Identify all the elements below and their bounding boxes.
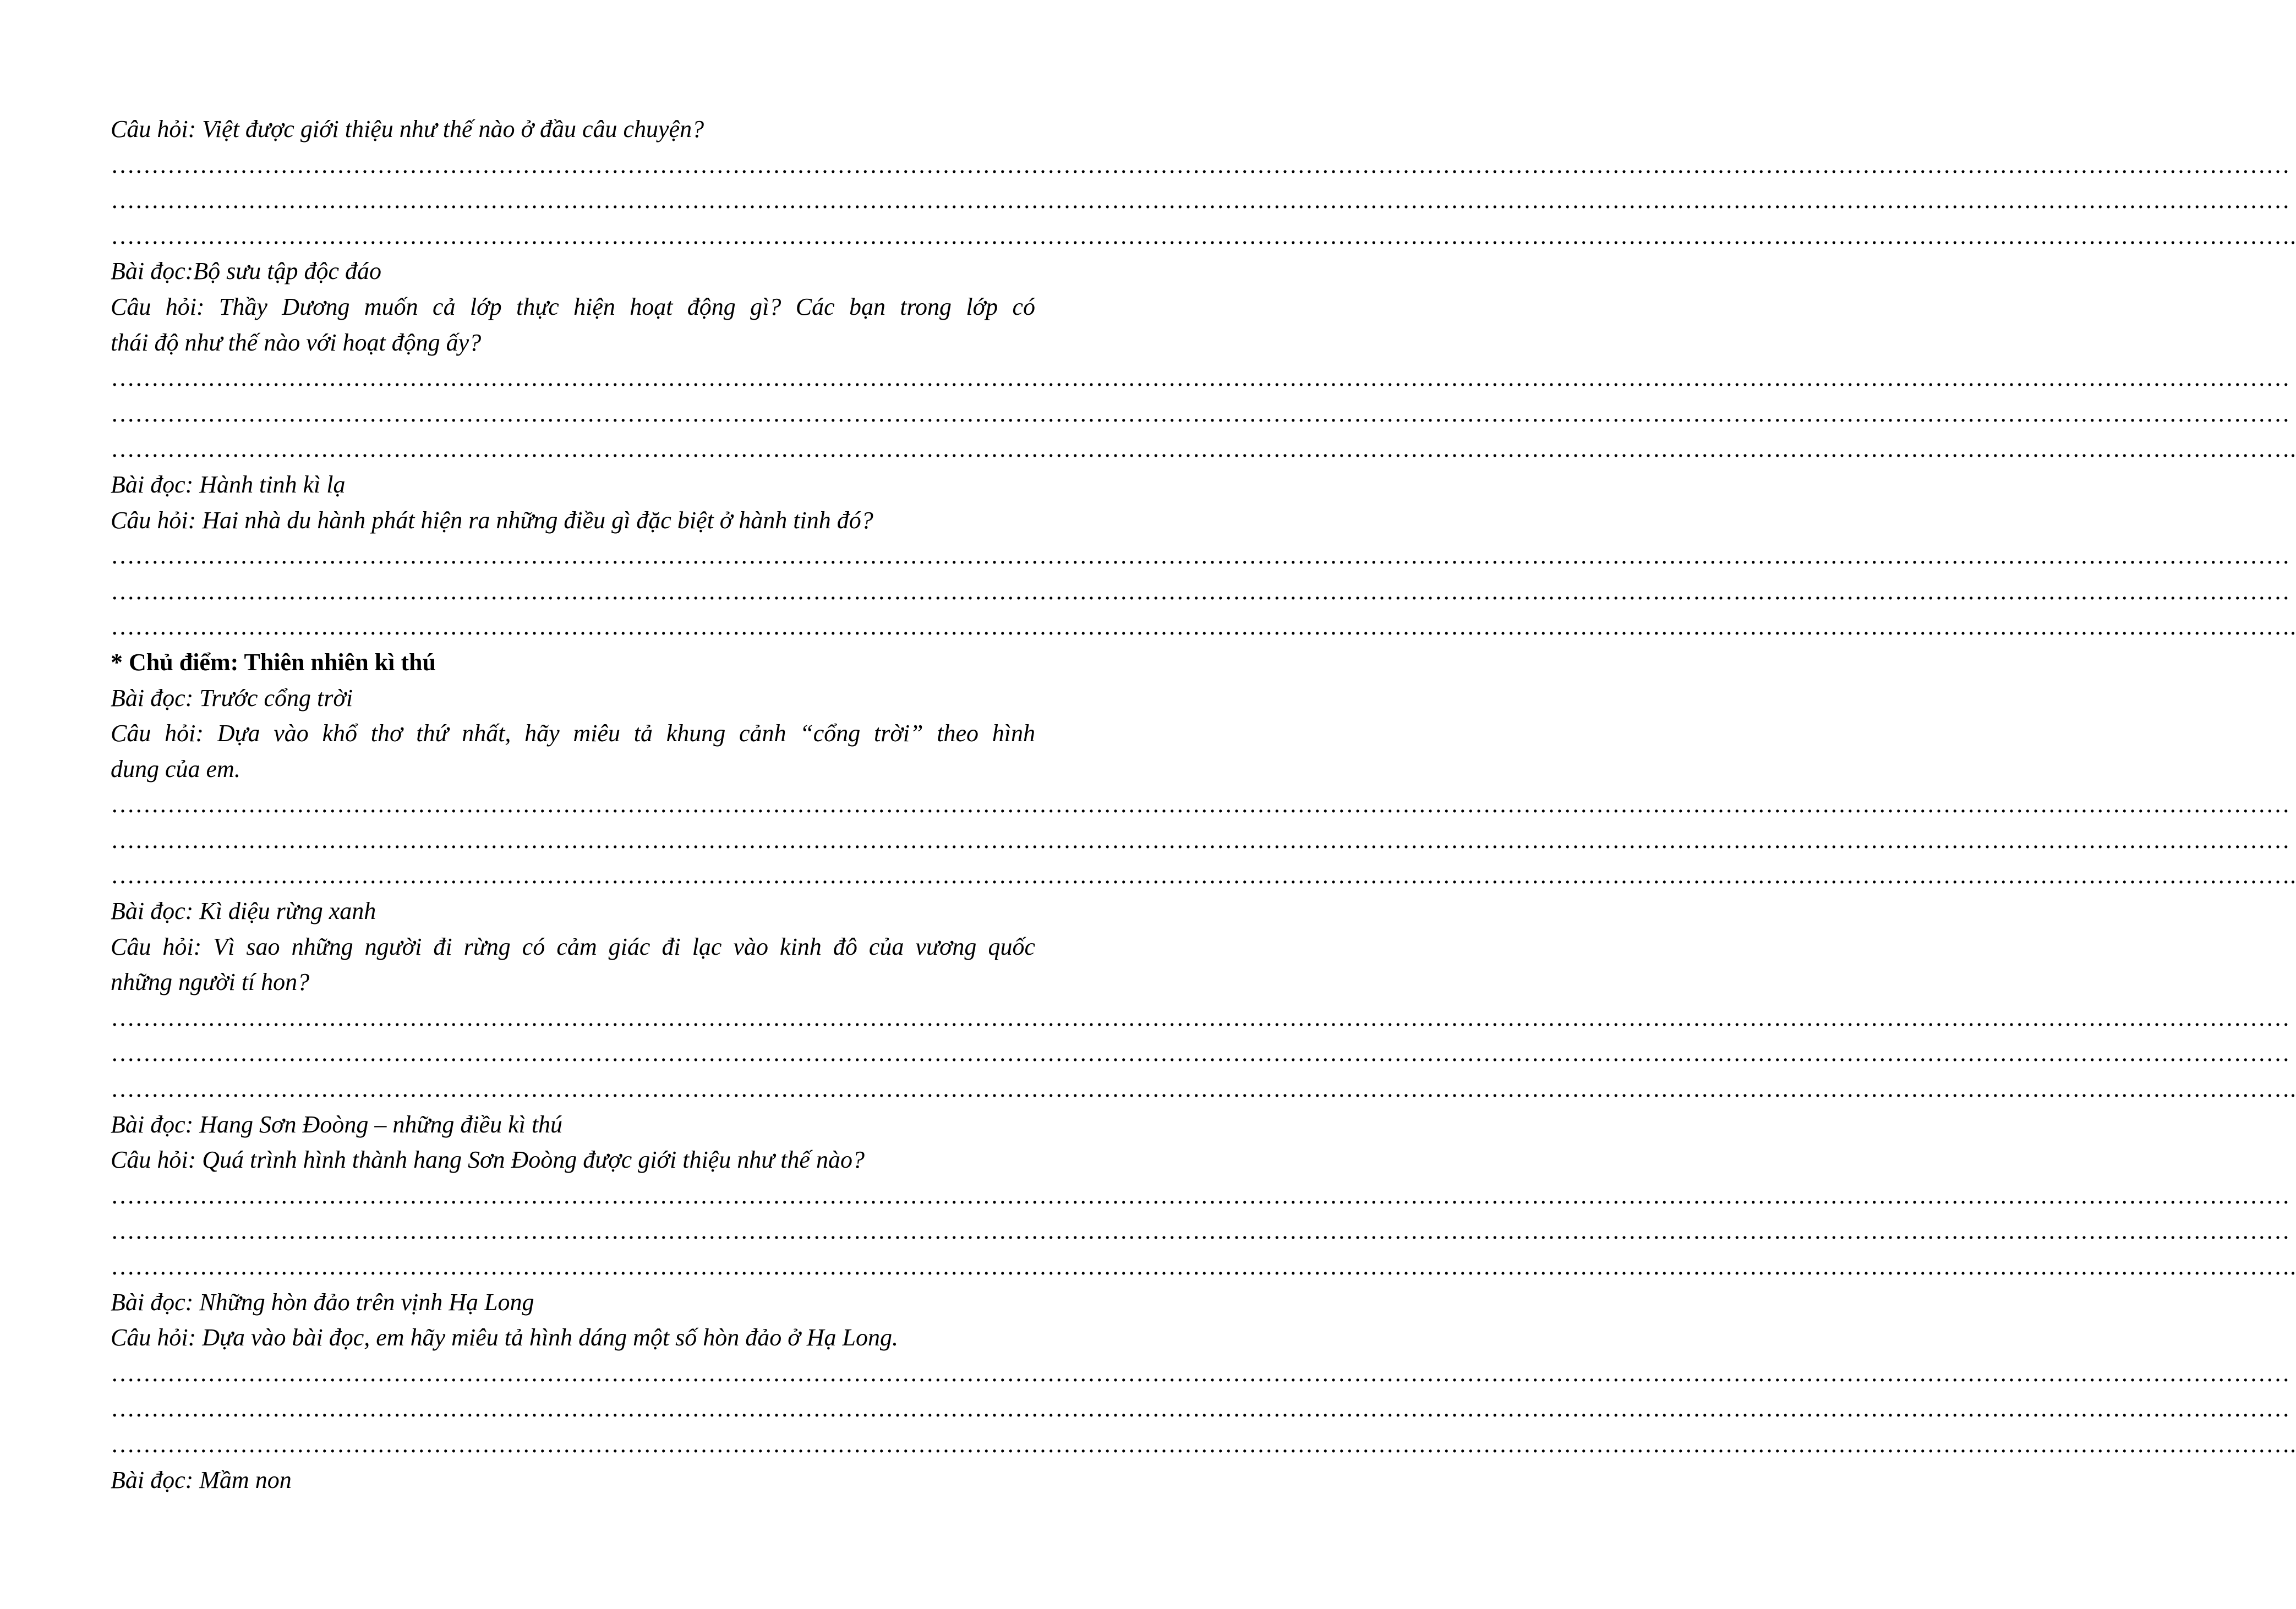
question-continued: thái độ như thế nào với hoạt động ấy? — [111, 329, 482, 356]
answer-line: ………………………………………………………………………………………………………………………………………………………………………………………………………………………………………………. — [111, 222, 2296, 249]
reading-title: Bài đọc: Hành tinh kì lạ — [111, 470, 346, 498]
reading-title: Bài đọc: Kì diệu rừng xanh — [111, 897, 376, 925]
reading-title: Bài đọc: Hang Sơn Đoòng – những điều kì thú — [111, 1110, 563, 1138]
answer-line: ………………………………………………………………………………………………………………………………………………………………………………………………………………………………………………. — [111, 1075, 2296, 1103]
answer-line: ……………………………………………………………………………………………………………………………………………………………………………………………………………………………………………… — [111, 791, 2290, 818]
answer-line: ………………………………………………………………………………………………………………………………………………………………………………………………………………………………………………. — [111, 435, 2296, 463]
answer-line: ……………………………………………………………………………………………………………………………………………………………………………………………………………………………………………… — [111, 1359, 2290, 1387]
reading-title: Bài đọc: Trước cổng trời — [111, 684, 353, 712]
question: Câu hỏi: Dựa vào bài đọc, em hãy miêu tả hình dáng một số hòn đảo ở Hạ Long. — [111, 1324, 898, 1351]
answer-line: ……………………………………………………………………………………………………………………………………………………………………………………………………………………………………………… — [111, 1039, 2290, 1067]
answer-line: ……………………………………………………………………………………………………………………………………………………………………………………………………………………………………………… — [111, 826, 2290, 853]
reading-title: Bài đọc: Mầm non — [111, 1466, 292, 1493]
answer-line: ……………………………………………………………………………………………………………………………………………………………………………………………………………………………………………… — [111, 1004, 2290, 1031]
answer-line: ………………………………………………………………………………………………………………………………………………………………………………………………………………………………………………. — [111, 613, 2296, 641]
answer-line: ……………………………………………………………………………………………………………………………………………………………………………………………………………………………………………… — [111, 364, 2290, 392]
answer-line: ……………………………………………………………………………………………………………………………………………………………………………………………………………………………………………… — [111, 577, 2290, 605]
worksheet-page — [111, 112, 2296, 1498]
question: Câu hỏi: Quá trình hình thành hang Sơn Đoòng được giới thiệu như thế nào? — [111, 1146, 865, 1174]
answer-line: ………………………………………………………………………………………………………………………………………………………………………………………………………………………………………………. — [111, 1430, 2296, 1458]
topic-heading: * Chủ điểm: Thiên nhiên kì thú — [111, 648, 436, 676]
question: Câu hỏi: Dựa vào khổ thơ thứ nhất, hãy miêu tả khung cảnh “cổng trời” theo hình — [111, 720, 1035, 747]
answer-line: ……………………………………………………………………………………………………………………………………………………………………………………………………………………………………………… — [111, 1395, 2290, 1422]
question: Câu hỏi: Thầy Dương muốn cả lớp thực hiện hoạt động gì? Các bạn trong lớp có — [111, 293, 1035, 320]
answer-line: ……………………………………………………………………………………………………………………………………………………………………………………………………………………………………………… — [111, 1217, 2290, 1245]
question: Câu hỏi: Hai nhà du hành phát hiện ra những điều gì đặc biệt ở hành tinh đó? — [111, 506, 873, 534]
reading-title: Bài đọc: Những hòn đảo trên vịnh Hạ Long — [111, 1288, 534, 1316]
question: Câu hỏi: Việt được giới thiệu như thế nào ở đầu câu chuyện? — [111, 116, 704, 143]
question: Câu hỏi: Vì sao những người đi rừng có cảm giác đi lạc vào kinh đô của vương quốc — [111, 933, 1035, 960]
question-continued: dung của em. — [111, 755, 240, 782]
answer-line: ………………………………………………………………………………………………………………………………………………………………………………………………………………………………………………. — [111, 1253, 2296, 1280]
answer-line: ……………………………………………………………………………………………………………………………………………………………………………………………………………………………………………… — [111, 1181, 2290, 1209]
answer-line: ……………………………………………………………………………………………………………………………………………………………………………………………………………………………………………… — [111, 187, 2290, 214]
question-continued: những người tí hon? — [111, 968, 310, 996]
answer-line: ……………………………………………………………………………………………………………………………………………………………………………………………………………………………………………… — [111, 151, 2290, 178]
answer-line: ……………………………………………………………………………………………………………………………………………………………………………………………………………………………………………… — [111, 399, 2290, 427]
answer-line: ………………………………………………………………………………………………………………………………………………………………………………………………………………………………………………. — [111, 862, 2296, 889]
reading-title: Bài đọc:Bộ sưu tập độc đáo — [111, 258, 382, 285]
answer-line: ……………………………………………………………………………………………………………………………………………………………………………………………………………………………………………… — [111, 542, 2290, 570]
